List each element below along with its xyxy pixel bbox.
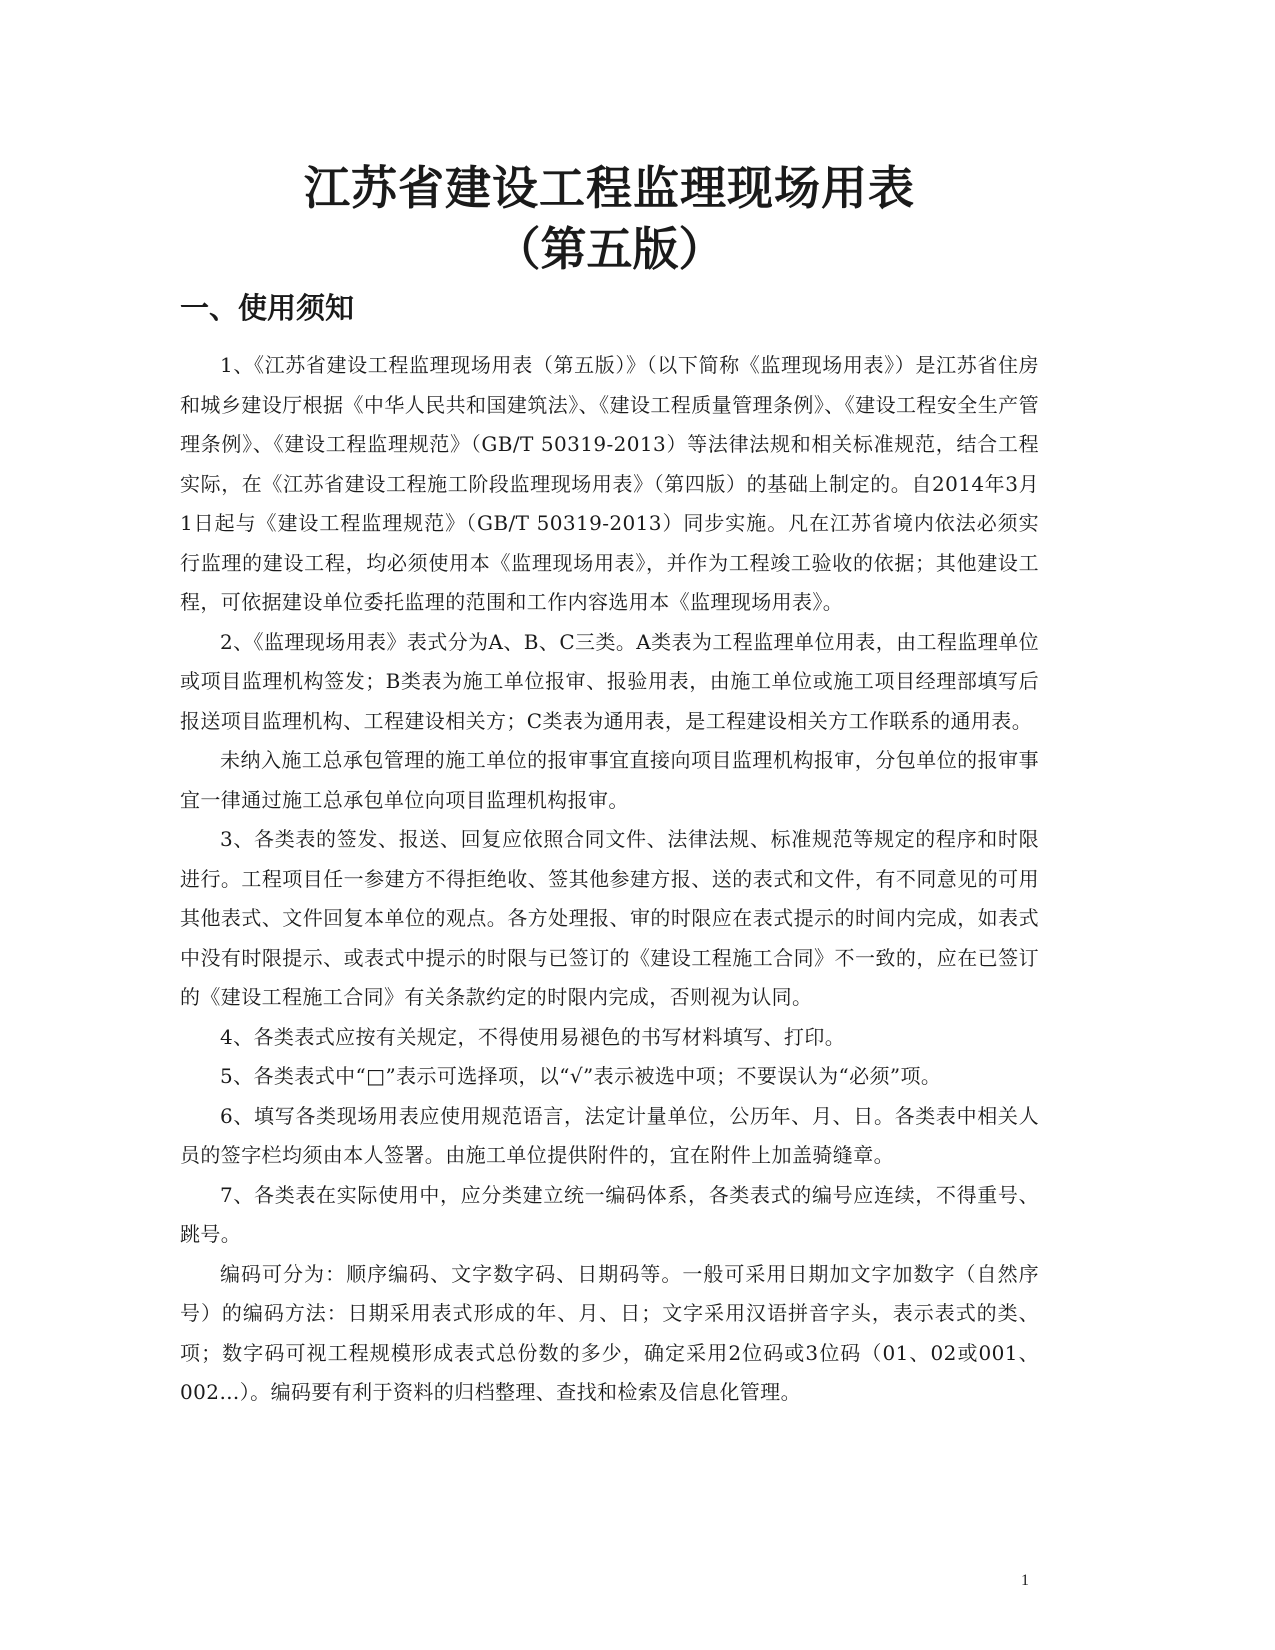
paragraph-5: 5、各类表式中“□”表示可选择项，以“√”表示被选中项；不要误认为“必须”项。 (220, 1064, 942, 1088)
document-title: 江苏省建设工程监理现场用表 (304, 161, 915, 215)
document-body (180, 346, 1039, 1413)
paragraph-2-note: 未纳入施工总承包管理的施工单位的报审事宜直接向项目监理机构报审，分包单位的报审事宜一律通过施工总承包单位向项目监理机构报审。 (180, 748, 1039, 812)
paragraph-3: 3、各类表的签发、报送、回复应依照合同文件、法律法规、标准规范等规定的程序和时限进行。工程项目任一参建方不得拒绝收、签其他参建方报、送的表式和文件，有不同意见的可用其他表式、文件回复本单位的观点。各方处理报、审的时限应在表式提示的时间内完成，如表式中没有时限提示、或表式中提示的时限与已签订的《建设工程施工合同》不一致的，应在已签订的《建设工程施工合同》有关条款约定的时限内完成，否则视为认同。 (180, 827, 1039, 1009)
paragraph-4: 4、各类表式应按有关规定，不得使用易褪色的书写材料填写、打印。 (220, 1024, 846, 1049)
document-subtitle: （第五版） (494, 222, 725, 276)
paragraph-7-note: 编码可分为：顺序编码、文字数字码、日期码等。一般可采用日期加文字加数字（自然序号）的编码方法：日期采用表式形成的年、月、日；文字采用汉语拼音字头，表示表式的类、项；数字码可视工程规模形成表式总份数的多少，确定采用2位码或3位码（01、02或001、002…）。编码要有利于资料的归档整理、查找和检索及信息化管理。 (180, 1261, 1039, 1404)
paragraph-2: 2、《监理现场用表》表式分为A、B、C三类。A类表为工程监理单位用表，由工程监理单位或项目监理机构签发；B类表为施工单位报审、报验用表，由施工单位或施工项目经理部填写后报送项目监理机构、工程建设相关方；C类表为通用表，是工程建设相关方工作联系的通用表。 (180, 629, 1039, 733)
section-heading: 一、使用须知 (180, 291, 355, 325)
paragraph-6: 6、填写各类现场用表应使用规范语言，法定计量单位，公历年、月、日。各类表中相关人员的签字栏均须由本人签署。由施工单位提供附件的，宜在附件上加盖骑缝章。 (180, 1103, 1039, 1167)
paragraph-1: 1、《江苏省建设工程监理现场用表（第五版）》（以下简称《监理现场用表》）是江苏省住房和城乡建设厅根据《中华人民共和国建筑法》、《建设工程质量管理条例》、《建设工程安全生产管理条例》、《建设工程监理规范》（GB/T 50319-2013）等法律法规和相关标准规范，结合工程实际，在《江苏省建设工程施工阶段监理现场用表》（第四版）的基础上制定的。自2014年3月1日起与《建设工程监理规范》（GB/T 50319-2013）同步实施。凡在江苏省境内依法必须实行监理的建设工程，均必须使用本《监理现场用表》，并作为工程竣工验收的依据；其他建设工程，可依据建设单位委托监理的范围和工作内容选用本《监理现场用表》。 (180, 353, 1039, 614)
paragraph-7: 7、各类表在实际使用中，应分类建立统一编码体系，各类表式的编号应连续，不得重号、跳号。 (180, 1182, 1039, 1246)
page-number: 1 (1021, 1572, 1029, 1589)
